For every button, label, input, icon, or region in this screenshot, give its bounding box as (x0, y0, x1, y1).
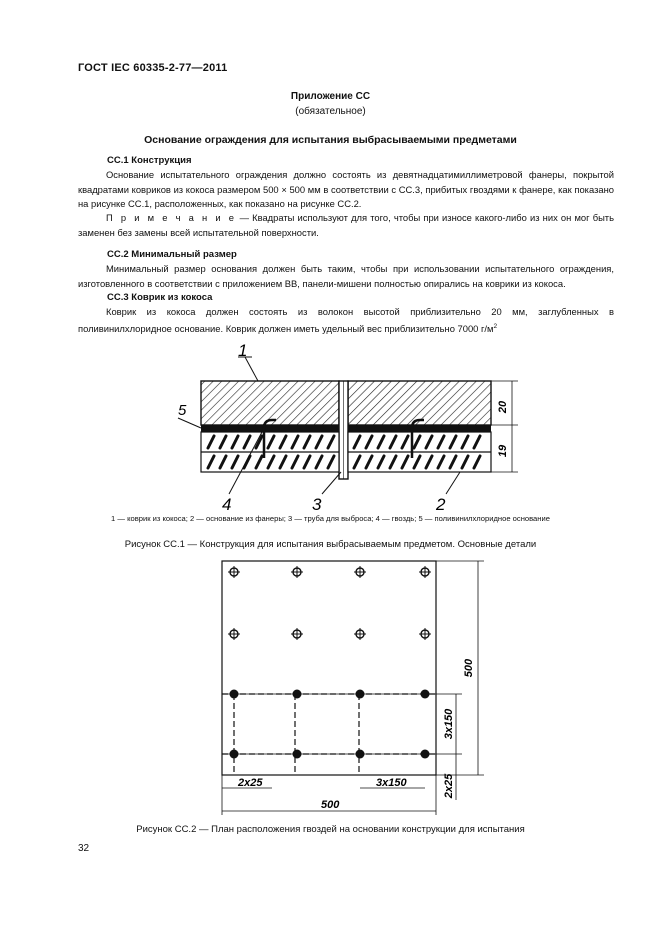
dim-bottom-margin: 2x25 (443, 773, 455, 799)
appendix-title: Приложение СС (290, 91, 371, 102)
callout-4: 4 (222, 495, 232, 514)
page-number: 32 (78, 843, 90, 854)
callout-2: 2 (436, 495, 446, 514)
section-paragraph-cc2: Минимальный размер основания должен быть таким, чтобы при использовании испытательного ограждения, изготовленного в соответствии с приложением ВВ, панели-мишени полностью опирались на коврики из кокоса. (78, 263, 614, 289)
note-label: П р и м е ч а н и е (106, 212, 237, 223)
callout-3: 3 (312, 495, 322, 514)
section-paragraph-cc1: Основание испытательного ограждения должно состоять из девятнадцатимиллиметровой фанеры, покрытой квадратами ковриков из кокоса размером 500 × 500 мм в соответствии с СС.3, прибитых гвоздями к фанере, как показано на рисунке СС.1, расположенных, как показано на рисунке СС.2. (78, 169, 614, 209)
figure-cc2-caption: Рисунок СС.2 — План расположения гвоздей на основании конструкции для испытания (136, 824, 525, 835)
figure-cc1-legend: 1 — коврик из кокоса; 2 — основание из фанеры; 3 — труба для выброса; 4 — гвоздь; 5 — поливинилхлоридное основание (111, 514, 550, 523)
dim-20: 20 (497, 400, 509, 414)
dim-spacing-horizontal: 3x150 (376, 777, 407, 789)
document-id: ГОСТ IEC 60335-2-77—2011 (78, 62, 228, 74)
figure-cc2-nail-layout (0, 555, 661, 815)
figure-cc1-cross-section (0, 335, 661, 515)
mat-outline (222, 561, 436, 775)
figure-cc1-caption: Рисунок СС.1 — Конструкция для испытания выбрасываемым предметом. Основные детали (124, 539, 537, 550)
plywood-right (348, 381, 491, 425)
pvc-base-right (348, 425, 491, 432)
appendix-status: (обязательное) (295, 106, 366, 117)
section-paragraph-cc3: Коврик из кокоса должен состоять из волокон высотой приблизительно 20 мм, заглубленных в поливинилхлоридное основание. Коврик должен иметь удельный вес приблизительно 7000 $г/м^2$ (78, 306, 614, 334)
section-heading-cc1: СС.1 Конструкция (107, 155, 192, 166)
main-title: Основание ограждения для испытания выбрасываемыми предметами (144, 134, 517, 146)
pvc-base-left (201, 425, 339, 432)
callout-1: 1 (238, 341, 248, 360)
dim-total-vertical: 500 (463, 658, 475, 678)
dim-left-margin: 2x25 (238, 777, 263, 789)
dim-total-horizontal: 500 (321, 799, 340, 811)
section-heading-cc3: СС.3 Коврик из кокоса (107, 292, 213, 303)
dim-spacing-vertical: 3x150 (443, 708, 455, 740)
callout-5: 5 (178, 402, 187, 419)
dim-19: 19 (497, 444, 509, 458)
section-heading-cc2: СС.2 Минимальный размер (107, 249, 237, 260)
section-note-cc1: П р и м е ч а н и е — Квадраты используют для того, чтобы при износе какого-либо из них он мог быть заменен без замены всей испытательной поверхности. (78, 212, 614, 238)
plywood-left (201, 381, 339, 425)
